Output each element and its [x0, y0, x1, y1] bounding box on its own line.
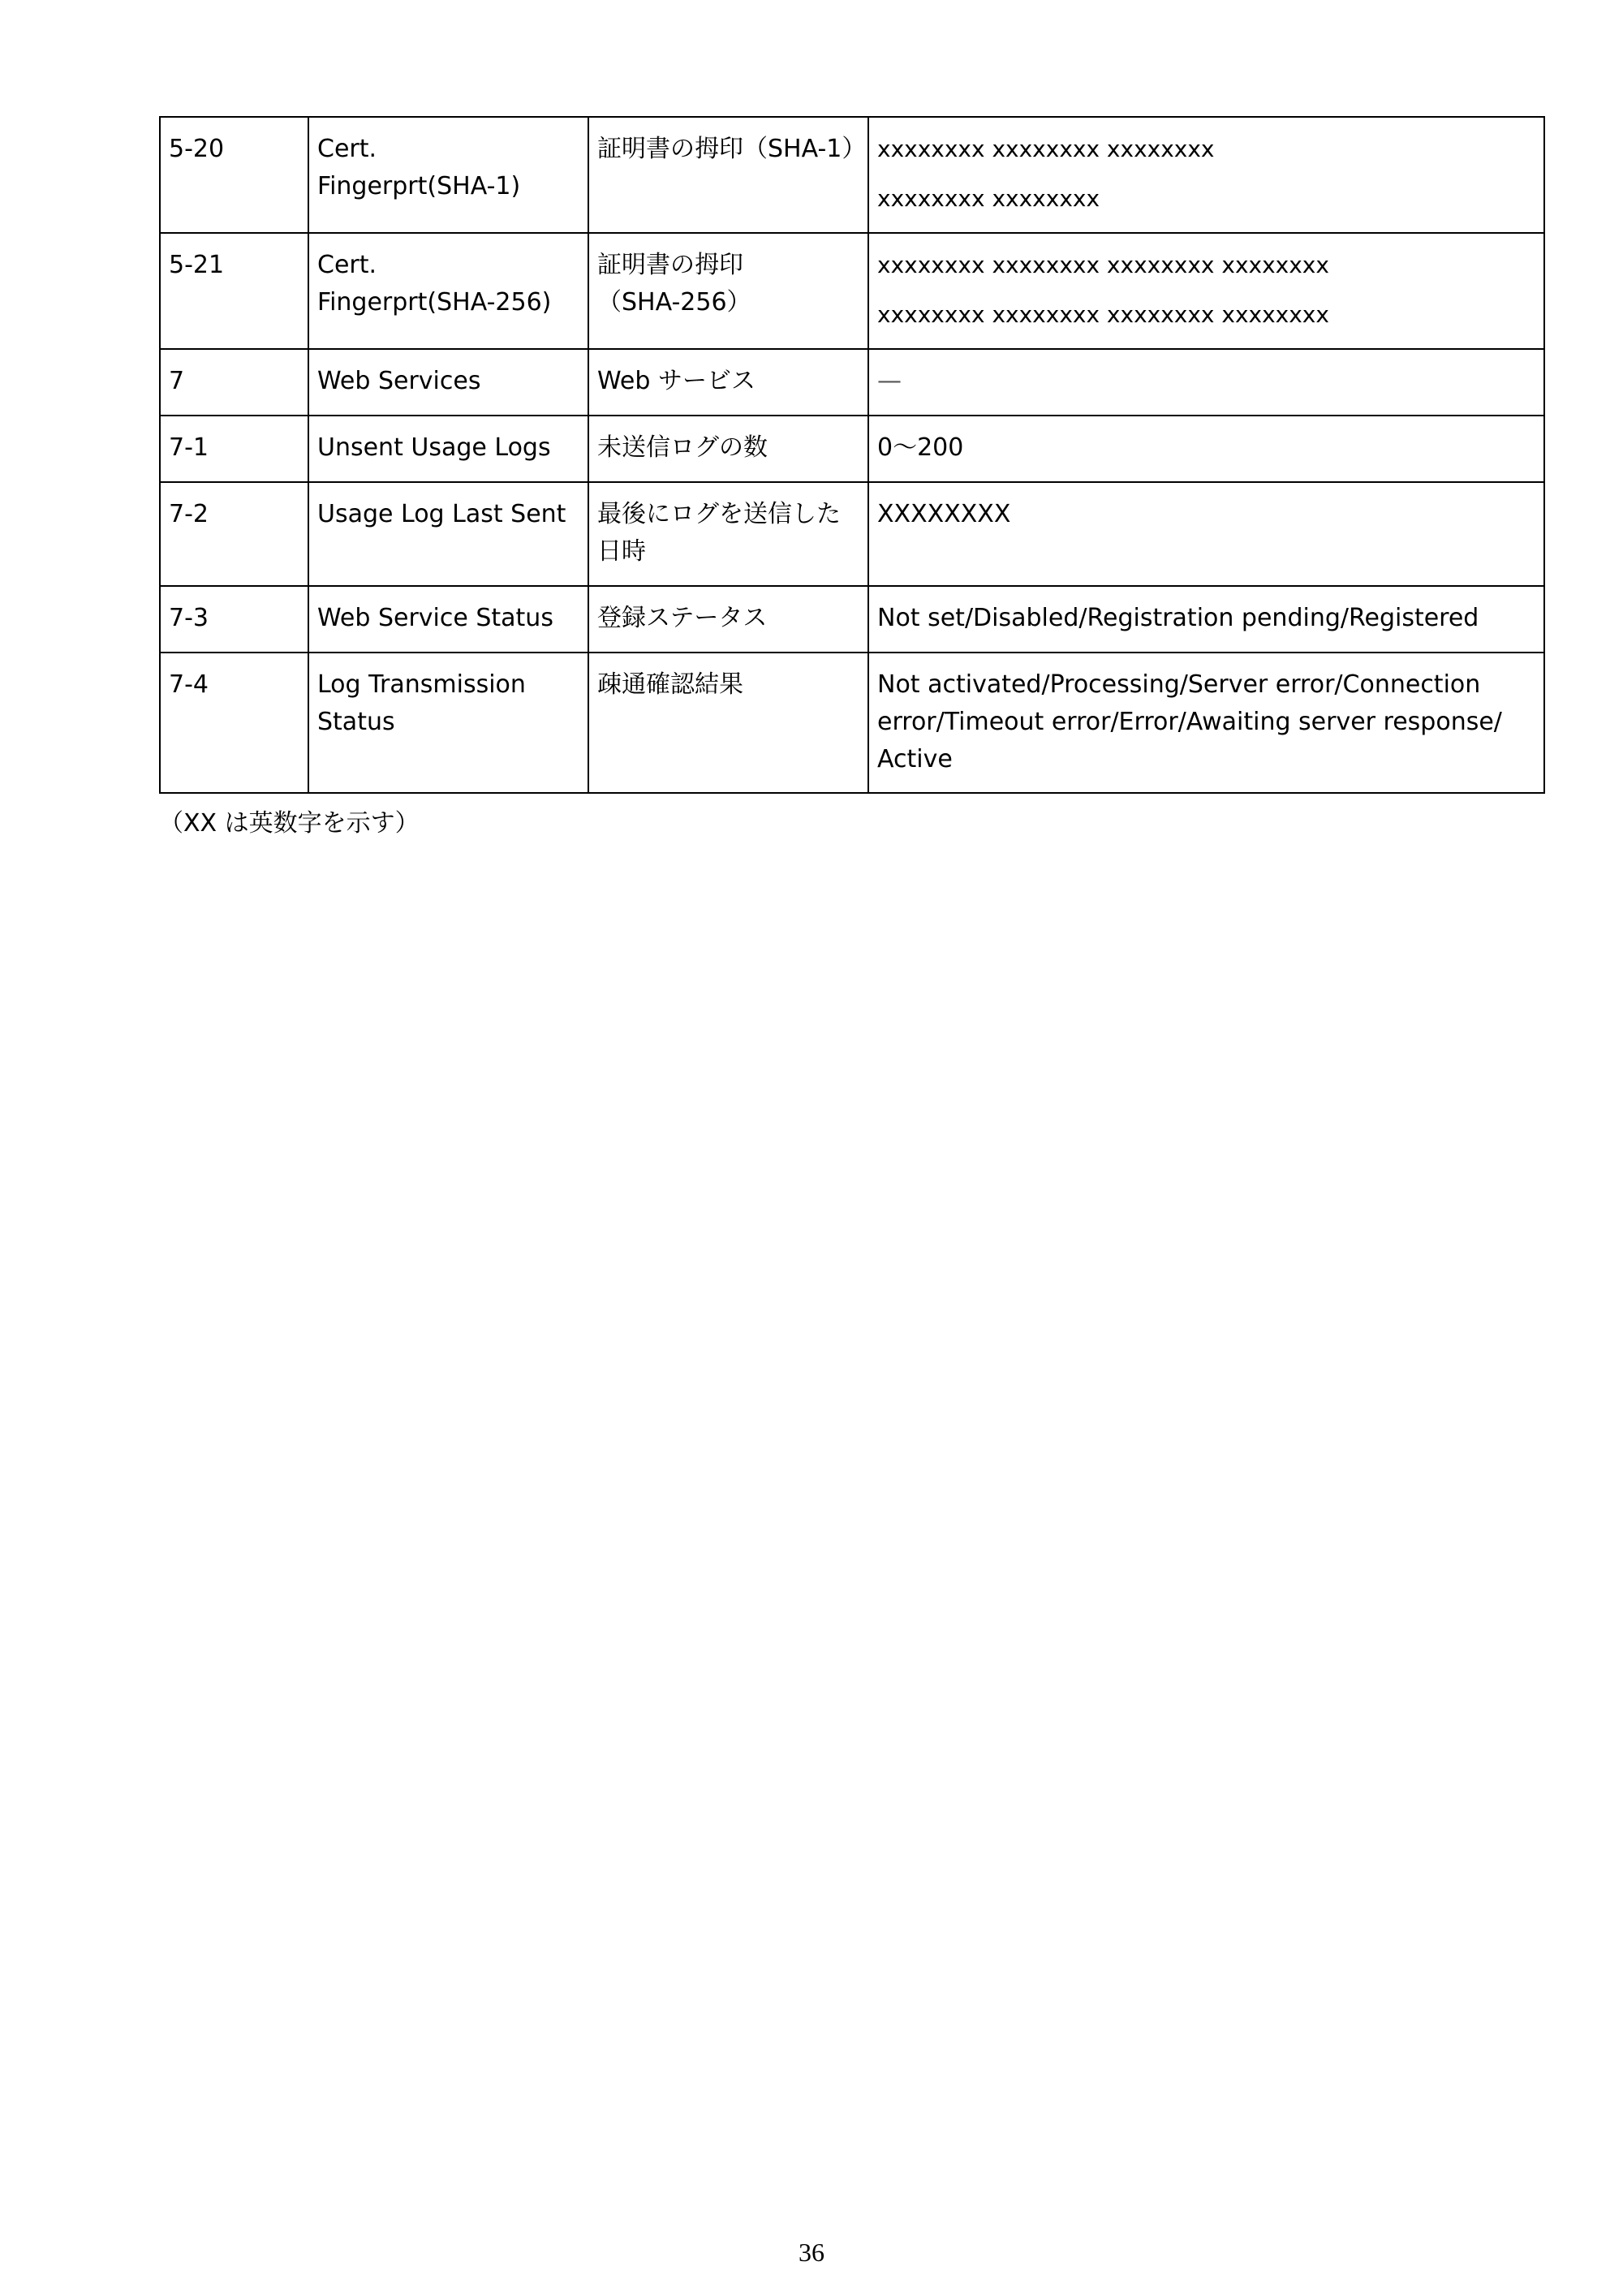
- item-name-ja: 未送信ログの数: [588, 416, 868, 482]
- value-line: xxxxxxxx xxxxxxxx xxxxxxxx: [877, 136, 1215, 162]
- item-name-ja: 疎通確認結果: [588, 653, 868, 793]
- table-row: [160, 416, 1544, 482]
- footnote: （XX は英数字を示す）: [159, 809, 420, 838]
- table-row: [160, 117, 1544, 233]
- value-line: xxxxxxxx xxxxxxxx xxxxxxxx xxxxxxxx: [877, 252, 1329, 278]
- table-row: [160, 653, 1544, 793]
- item-number: 5-20: [160, 117, 308, 233]
- table-row: [160, 349, 1544, 416]
- item-name-ja: 登録ステータス: [588, 586, 868, 653]
- item-name-ja: Web サービス: [588, 349, 868, 416]
- item-name-ja: 証明書の拇印（SHA-1）: [588, 117, 868, 233]
- item-number: 5-21: [160, 233, 308, 349]
- item-value: XXXXXXXX: [868, 482, 1544, 586]
- value-line: xxxxxxxx xxxxxxxx: [877, 185, 1100, 212]
- item-number: 7-3: [160, 586, 308, 653]
- item-name-en: Log Transmission Status: [308, 653, 588, 793]
- page-number: 36: [799, 2238, 824, 2267]
- item-value: [868, 233, 1544, 349]
- table-row: [160, 482, 1544, 586]
- item-value: Not activated/Processing/Server error/Connection error/Timeout error/Error/Awaiting server response/ Active: [868, 653, 1544, 793]
- table-row: [160, 233, 1544, 349]
- item-name-ja: 証明書の拇印 （SHA-256）: [588, 233, 868, 349]
- item-name-en: Cert. Fingerprt(SHA-256): [308, 233, 588, 349]
- item-name-en: Web Services: [308, 349, 588, 416]
- item-value: [868, 117, 1544, 233]
- item-value: [868, 349, 1544, 416]
- item-name-ja: 最後にログを送信した 日時: [588, 482, 868, 586]
- dash-value: —: [877, 367, 902, 395]
- item-number: 7-2: [160, 482, 308, 586]
- item-number: 7: [160, 349, 308, 416]
- item-value: Not set/Disabled/Registration pending/Registered: [868, 586, 1544, 653]
- value-line: xxxxxxxx xxxxxxxx xxxxxxxx xxxxxxxx: [877, 301, 1329, 328]
- settings-table: [159, 116, 1545, 794]
- item-value: 0～200: [868, 416, 1544, 482]
- table-row: [160, 586, 1544, 653]
- item-name-en: Cert. Fingerprt(SHA-1): [308, 117, 588, 233]
- item-number: 7-1: [160, 416, 308, 482]
- item-name-en: Unsent Usage Logs: [308, 416, 588, 482]
- item-name-en: Usage Log Last Sent: [308, 482, 588, 586]
- item-number: 7-4: [160, 653, 308, 793]
- item-name-en: Web Service Status: [308, 586, 588, 653]
